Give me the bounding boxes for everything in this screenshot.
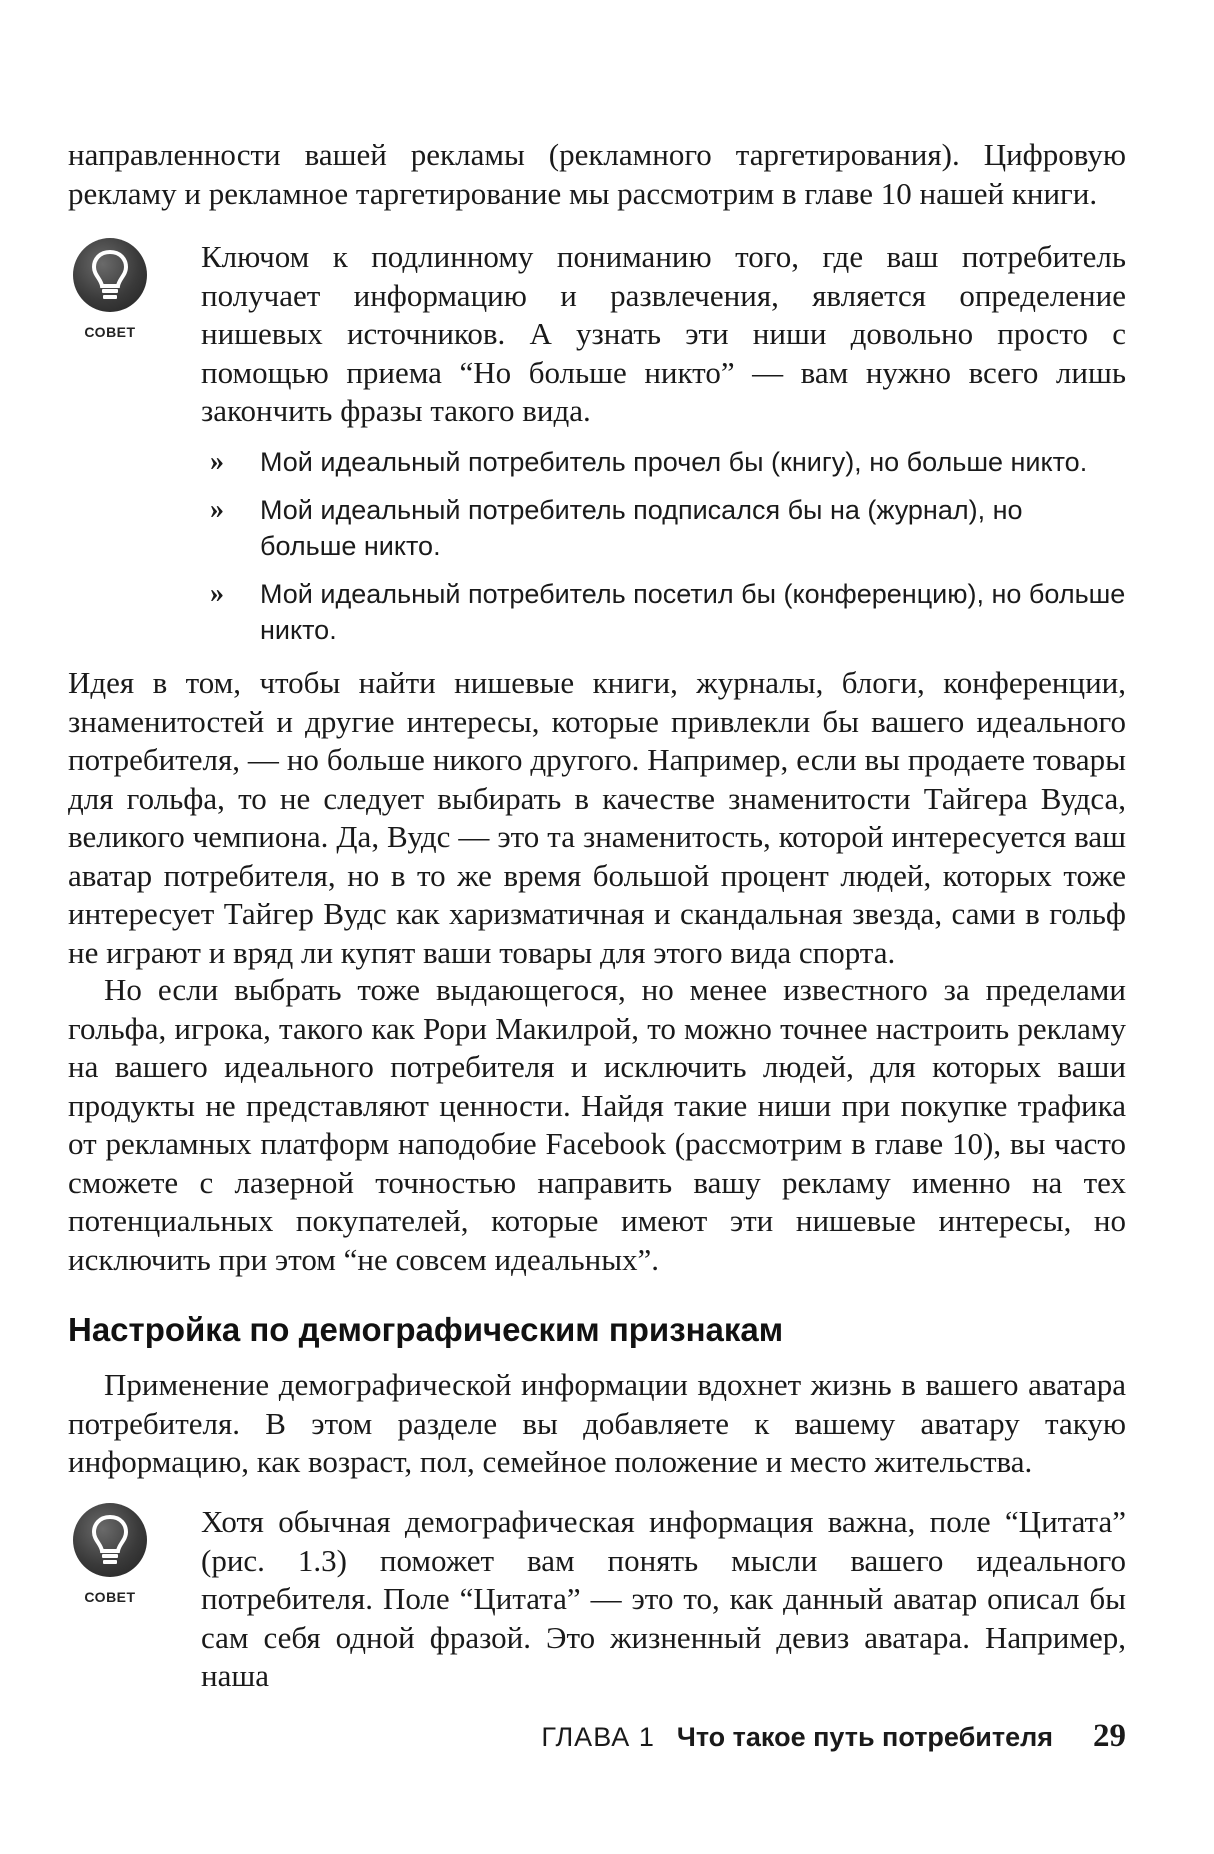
bullet-mark: » [210, 446, 224, 477]
tip-icon-1 [68, 238, 152, 340]
bullet-mark: » [210, 494, 224, 525]
bullet-list [210, 444, 1126, 660]
bullet-text: Мой идеальный потребитель прочел бы (книгу), но больше никто. [260, 447, 1088, 477]
page-number: 29 [1093, 1718, 1126, 1754]
intro-text: направленности вашей рекламы (рекламного таргетирования). Цифровую рекламу и рекламное таргетирование мы рассмотрим в главе 10 нашей книги. [68, 137, 1126, 211]
body-paragraph-1 [68, 664, 1126, 972]
list-item [210, 576, 1126, 648]
lightbulb-icon [73, 238, 147, 312]
tip-2-body: Хотя обычная демографическая информация важна, поле “Цитата” (рис. 1.3) поможет вам понять мысли вашего идеального потребителя. Поле “Цитата” — это то, как данный аватар описал бы сам себя одной фразой. Это жизненный девиз аватара. Например, наша [201, 1504, 1126, 1693]
intro-paragraph [68, 136, 1126, 213]
lightbulb-icon [73, 1503, 147, 1577]
section-heading: Настройка по демографическим признакам [68, 1311, 784, 1348]
chapter-number: ГЛАВА 1 [541, 1722, 655, 1752]
tip-text [201, 238, 1126, 431]
paragraph-text: Применение демографической информации вдохнет жизнь в вашего аватара потребителя. В этом разделе вы добавляете к вашему аватару такую информацию, как возраст, пол, семейное положение и место жительства. [68, 1367, 1126, 1479]
paragraph-text: Но если выбрать тоже выдающегося, но менее известного за пределами гольфа, игрока, такого как Рори Макилрой, то можно точнее настроить рекламу на вашего идеального потребителя и исключить людей, для которых ваши продукты не представляют ценности. Найдя такие ниши при покупке трафика от рекламных платформ наподобие Facebook (рассмотрим в главе 10), вы часто сможете с лазерной точностью направить вашу рекламу именно на тех потенциальных покупателей, которые имеют эти нишевые интересы, но исключить при этом “не совсем идеальных”. [68, 972, 1126, 1277]
list-item [210, 444, 1126, 480]
list-item [210, 492, 1126, 564]
tip-label: СОВЕТ [84, 324, 136, 340]
chapter-title: Что такое путь потребителя [676, 1722, 1053, 1752]
bullet-mark: » [210, 578, 224, 609]
paragraph-text: Идея в том, чтобы найти нишевые книги, журналы, блоги, конференции, знаменитостей и другие интересы, которые привлекли бы вашего идеального потребителя, — но больше никого другого. Например, если вы продаете товары для гольфа, то не следует выбирать в качестве знаменитости Тайгера Вудса, великого чемпиона. Да, Вудс — это та знаменитость, которой интересуется ваш аватар потребителя, но в то же время большой процент людей, которых тоже интересует Тайгер Вудс как харизматичная и скандальная звезда, сами в гольф не играют и вряд ли купят ваши товары для этого вида спорта. [68, 665, 1126, 970]
tip-icon-2 [68, 1503, 152, 1605]
body-paragraph-3 [68, 1366, 1126, 1482]
bullet-text: Мой идеальный потребитель посетил бы (конференцию), но больше никто. [260, 579, 1126, 645]
tip-1-body: Ключом к подлинному пониманию того, где ваш потребитель получает информацию и развлечения, является определение нишевых источников. А узнать эти ниши довольно просто с помощью приема “Но больше никто” — вам нужно всего лишь закончить фразы такого вида. [201, 239, 1126, 428]
bullet-text: Мой идеальный потребитель подписался бы на (журнал), но больше никто. [260, 495, 1023, 561]
tip-label: СОВЕТ [84, 1589, 136, 1605]
tip-text [201, 1503, 1126, 1696]
running-footer [541, 1718, 1126, 1755]
body-paragraph-2 [68, 971, 1126, 1279]
